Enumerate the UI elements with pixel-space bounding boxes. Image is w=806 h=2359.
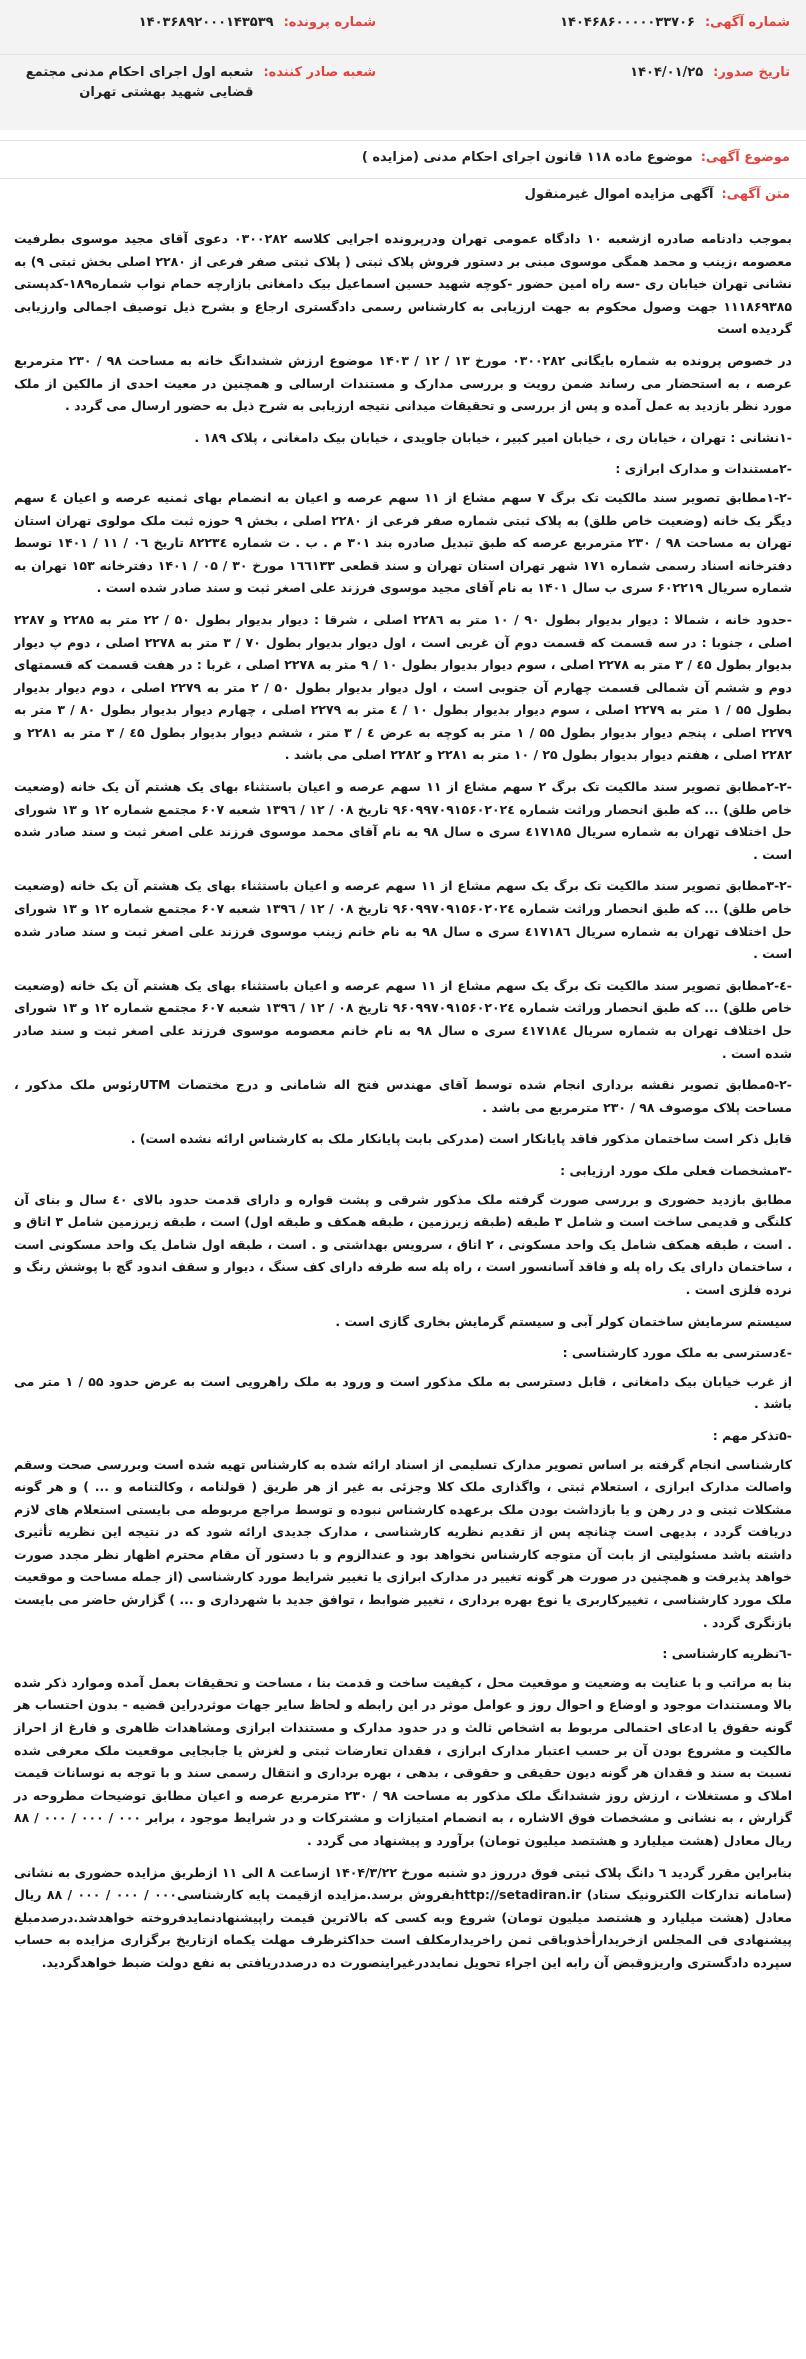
paragraph: -۵-۲مطابق تصویر نقشه برداری انجام شده توسط آقای مهندس فتح اله شامانی و درج مختصات UTMرئوس ملک مذکور ، مساحت پلاک موصوف ۹۸ / ۲۳۰ مترمربع می باشد . — [14, 1077, 792, 1115]
subject-row — [362, 148, 790, 168]
paragraph: مطابق بازدید حضوری و بررسی صورت گرفته ملک مذکور شرقی و پشت قواره و دارای قدمت حدود بالای ٤۰ سال و بنای آن کلنگی و قدیمی ساخت است و شامل ۳ طبقه (طبقه زیرزمین ، طبقه همکف و طبقه اول) است ، طبقه زیرزمین شامل ۳ اتاق و . است ، طبقه همکف شامل یک واحد مسکونی ، ۲ اتاق ، سرویس بهداشتی و . است ، طبقه اول شامل یک واحد مسکونی است ، ساختمان دارای یک راه پله و فاقد آسانسور است ، راه پله سه طرفه دارای کف سنگ ، دیوار و سقف اندود گچ با پوشش رنگ و نرده فلزی است . — [14, 1191, 793, 1297]
section-divider — [0, 140, 806, 141]
issue-date-row — [630, 63, 790, 83]
section-heading: -٤دسترسی به ملک مورد کارشناسی : — [562, 1345, 792, 1361]
section-heading: -٦نظریه کارشناسی : — [662, 1646, 792, 1662]
ad-number: ۱۴۰۴۶۸۶۰۰۰۰۰۳۳۷۰۶ — [560, 15, 695, 30]
paragraph: -۱-۲مطابق تصویر سند مالکیت تک برگ ۷ سهم مشاع از ۱۱ سهم عرصه و اعیان به انضمام بهای ثمنیه عرصه و اعیان ٤ سهم دیگر یک خانه (وضعیت خاص طلق) به پلاک ثبتی شماره صفر فرعی از ۲۲۸۰ اصلی ، بخش ۹ حوزه ثبت ملک مولوی تهران استان تهران به مساحت ۹۸ / ۲۳۰ مترمربع عرصه که طبق تبدیل صادره بند ۳۰۱ م . ب . ت شماره ۸۲۲۳٤ تاریخ ۰٦ / ۱۱ / ۱۴۰۱ توسط دفترخانه اسناد رسمی شماره ۱۷۱ شهر تهران استان تهران و سند قطعی ۱٦٦۱۳۳ مورخ ۳۰ / ۰۵ / ۱۴۰۱ دفترخانه ۱۵۳ تهران به شماره سریال ۶۰۲۲۱۹ سری ب سال ۱۴۰۱ به نام آقای مجید موسوی فرزند علی اصغر ثبت و سند صادر شده است . — [14, 489, 793, 596]
text-title: آگهی مزایده اموال غیرمنقول — [524, 187, 714, 202]
text-label: متن آگهی: — [721, 187, 790, 202]
paragraph: سیستم سرمایش ساختمان کولر آبی و سیستم گرمایش بخاری گازی است . — [335, 1313, 792, 1329]
issue-date: ۱۴۰۴/۰۱/۲۵ — [630, 65, 704, 80]
paragraph: قابل ذکر است ساختمان مذکور فاقد پایانکار است (مدرکی بابت پایانکار ملک به کارشناس ارائه نشده است) . — [130, 1131, 792, 1147]
paragraph: -۱نشانی : تهران ، خیابان ری ، خیابان امیر کبیر ، خیابان جاویدی ، خیابان بیک دامغانی ، پلاک ۱۸۹ . — [194, 429, 792, 445]
case-number: ۱۴۰۳۶۸۹۲۰۰۰۱۴۳۵۳۹ — [138, 15, 274, 30]
paragraph: -حدود خانه ، شمالا : دیوار بدیوار بطول ۹۰ / ۱۰ متر به ۲۲۸٦ اصلی ، شرقا : دیوار بدیوار بطول ۵۰ / ۲۲ متر به ۲۲۸۵ و ۲۲۸۷ اصلی ، جنوبا : در سه قسمت که قسمت دوم آن غربی است ، اول دیوار بدیوار بطول ۷۰ / ۳ متر به ۲۲۷۸ اصلی ، دوم پ دیوار بدیوار بطول ٤۵ / ۳ متر به ۲۲۷۸ اصلی ، سوم دیوار بدیوار بطول ۱۰ / ۹ متر به ۲۲۷۸ اصلی ، غربا : در هفت قسمت که قسمتهای دوم و ششم آن شمالی قسمت چهارم آن جنوبی است ، اول دیوار بدیوار بطول ۵۰ / ۲ متر به ۲۲۷۹ اصلی ، دوم دیوار بدیوار بطول ۵۵ / ۱ متر به ۲۲۷۹ اصلی ، سوم دیوار بدیوار بطول ۱۰ / ٤ متر به ۲۲۷۹ اصلی ، چهارم دیوار بدیوار بطول ۸۰ / ۳ متر به ۲۲۷۹ اصلی ، پنجم دیوار بدیوار بطول ۵۵ / ۱ متر به کوچه به عرض ٤ / ۳ متر ، ششم دیوار بدیوار بطول ٤۵ / ۳ متر به ۲۲۸۱ و ۲۲۸۲ اصلی ، هفتم دیوار بدیوار بطول ۲۵ / ۱۰ متر به ۲۲۸۱ و ۲۲۸۲ اصلی می باشد . — [14, 611, 792, 763]
paragraph: -٤-۲مطابق تصویر سند مالکیت تک برگ یک سهم مشاع از ۱۱ سهم عرصه و اعیان باستثناء بهای یک هشتم آن یک خانه (وضعیت خاص طلق) ... که طبق انحصار وراثت شماره ۹۶۰۹۹۷۰۹۱۵۶۰۲۰۲٤ تاریخ ۰۸ / ۱۲ / ۱۳۹٦ شعبه ۶۰۷ مجتمع شماره ۱۲ و ۱۳ شورای حل اختلاف تهران به شماره سریال ٤۱۷۱۸٤ سری ه سال ۹۸ به نام خانم معصومه موسوی فرزند علی اصغر ثبت و سند صادر شده است . — [14, 977, 792, 1061]
case-number-label: شماره پرونده: — [283, 15, 376, 30]
paragraph: در خصوص پرونده به شماره بایگانی ۰۳۰۰۲۸۲ مورخ ۱۳ / ۱۲ / ۱۴۰۳ موضوع ارزش ششدانگ خانه به مساحت ۹۸ / ۲۳۰ مترمربع عرصه ، به استحضار می رساند ضمن رویت و بررسی مدارک و مستندات ارسالی و همچنین در معیت احدی از مالکین از ملک مورد نظر بازدید به عمل آمده و پس از بررسی و تحقیقات میدانی نتیجه ارزیابی به شرح ذیل به حضور ارسال می گردد . — [14, 352, 792, 414]
paragraph: -۲-۲مطابق تصویر سند مالکیت تک برگ ۲ سهم مشاع از ۱۱ سهم عرصه و اعیان باستثناء بهای یک هشتم آن یک خانه (وضعیت خاص طلق) ... که طبق انحصار وراثت شماره ۹۶۰۹۹۷۰۹۱۵۶۰۲۰۲٤ تاریخ ۰۸ / ۱۲ / ۱۳۹٦ شعبه ۶۰۷ مجتمع شماره ۱۲ و ۱۳ شورای حل اختلاف تهران به شماره سریال ٤۱۷۱۸۵ سری ه سال ۹۸ به نام آقای محمد موسوی فرزند علی اصغر ثبت و سند صادر شده است . — [14, 779, 792, 862]
paragraph: بنا به مراتب و با عنایت به وضعیت و موقعیت محل ، کیفیت ساخت و قدمت بنا ، مساحت و تحقیقات بعمل آمده وموارد ذکر شده بالا ومستندات موجود و اوضاع و احوال روز و عوامل موثر در این رابطه و لحاظ سایر جهات موثردراین قضیه - بدون احتساب هر گونه حقوق یا ادعای احتمالی مربوط به اشخاص ثالث و در حدود مدارک و مستندات ابرازی ومشاهدات ظاهری و فارغ از احراز مالکیت و مشروع بودن آن بر حسب اعتبار مدارک ابرازی ، فقدان تعارضات ثبتی و لغزش یا جابجایی موقعیت ملک معرفی شده نسبت به سند و فقدان هر گونه دیون حقیقی و حقوقی ، بدهی ، بهره برداری و انتقال رسمی سند و با توجه به نوسانات قیمت املاک و مستغلات ، ارزش روز ششدانگ ملک مذکور به مساحت ۹۸ / ۲۳۰ مترمربع عرصه و اعیان مطابق توضیحات مطروحه در گزارش ، به نشانی و مشخصات فوق الاشاره ، به انضمام امتیازات و مشترکات و در شرایط موجود ، برابر ۰۰۰ / ۰۰۰ / ۰۰۰ / ۸۸ ریال معادل (هشت میلیارد و هشتصد میلیون تومان) برآورد و پیشنهاد می گردد . — [14, 1674, 792, 1848]
paragraph: کارشناسی انجام گرفته بر اساس تصویر مدارک تسلیمی از اسناد ارائه شده به کارشناس تهیه شده است وبررسی صحت وسقم واصالت مدارک ابرازی ، استعلام ثبتی ، واگذاری ملک کلا وجزئی به غیر از هر طریق ( قولنامه ، وکالتنامه و ... ) و هر گونه مشکلات ثبتی و در رهن و یا بازداشت بودن ملک برعهده کارشناس نبوده و توسط مراجع مربوطه می بایستی استعلام های لازم دریافت گردد ، بدیهی است چنانچه پس از تقدیم نظریه کارشناسی ، مدارک جدیدی ارائه شود که در نتیجه این نظریه تأثیری داشته باشد مسئولیتی از بابت آن متوجه کارشناس نخواهد بود و عندالزوم و با دستور آن مقام محترم اظهار نظر مجدد صورت خواهد پذیرفت و همچنین در صورت هر گونه تغییر در مدارک ابرازی یا تغییر شرایط مورد کارشناسی (از جمله مساحت و موقعیت ملک مورد کارشناسی ، تغییرکاربری یا نوع بهره برداری ، تغییر ضوابط ، توافق جدید با شهرداری و ... ) گزارش حاضر می بایست بازنگری گردد . — [14, 1456, 792, 1630]
section-divider — [0, 178, 806, 179]
ad-number-row — [560, 13, 790, 33]
subject-label: موضوع آگهی: — [700, 150, 790, 165]
issuing-branch-row — [8, 63, 376, 103]
ad-number-label: شماره آگهی: — [704, 15, 790, 30]
issue-date-label: تاریخ صدور: — [713, 65, 790, 80]
paragraph: بموجب دادنامه صادره ازشعبه ۱۰ دادگاه عمومی تهران ودرپرونده اجرایی کلاسه ۰۳۰۰۲۸۲ دعوی آقای مجید موسوی بطرفیت معصومه ،زینب و محمد همگی موسوی مبنی بر دستور فروش پلاک ثبتی ( پلاک ثبتی صفر فرعی از ۲۲۸۰ اصلی بخش ثبتی ۹) به نشانی تهران خیابان ری -سه راه امین حضور -کوچه شهید حسین اسماعیل بیک دامغانی بازارچه حمام نواب شماره۱۸۹-کدپستی ۱۱۱۸۶۹۳۸۵ جهت وصول محکوم به جهت ارزیابی به کارشناس رسمی دادگستری ارجاع و بشرح ذیل توصیف اجمالی وارزیابی گردیده است — [14, 231, 793, 337]
section-heading: -۲مستندات و مدارک ابرازی : — [615, 461, 792, 477]
ad-header — [0, 0, 806, 130]
section-heading: -۵تذکر مهم : — [712, 1427, 792, 1443]
text-label-row — [525, 185, 790, 205]
section-heading: -۳مشخصات فعلی ملک مورد ارزیابی : — [560, 1162, 792, 1178]
case-number-row — [139, 13, 376, 33]
subject-value: موضوع ماده ۱۱۸ قانون اجرای احکام مدنی (مزایده ) — [361, 150, 693, 165]
header-divider — [0, 54, 806, 55]
paragraph: از غرب خیابان بیک دامغانی ، قابل دسترسی به ملک مذکور است و ورود به ملک راهرویی است به عرض حدود ۵۵ / ۱ متر می باشد . — [14, 1373, 792, 1412]
ad-body — [14, 228, 792, 1984]
issuing-branch-label: شعبه صادر کننده: — [263, 65, 376, 80]
issuing-branch: شعبه اول اجرای احکام مدنی مجتمع قضایی شهید بهشتی تهران — [25, 65, 254, 100]
paragraph: -۳-۲مطابق تصویر سند مالکیت تک برگ یک سهم مشاع از ۱۱ سهم عرصه و اعیان باستثناء بهای یک هشتم آن یک خانه (وضعیت خاص طلق) ... که طبق انحصار وراثت شماره ۹۶۰۹۹۷۰۹۱۵۶۰۲۰۲٤ تاریخ ۰۸ / ۱۲ / ۱۳۹٦ شعبه ۶۰۷ مجتمع شماره ۱۲ و ۱۳ شورای حل اختلاف تهران به شماره سریال ٤۱۷۱۸٦ سری ه سال ۹۸ به نام خانم زینب موسوی فرزند علی اصغر ثبت و سند صادر شده است . — [14, 878, 792, 962]
paragraph: بنابراین مقرر گردید ٦ دانگ پلاک ثبتی فوق درروز دو شنبه مورخ ۱۴۰۴/۳/۲۲ ازساعت ۸ الی ۱۱ ازطریق مزایده حضوری به نشانی (سامانه تدارکات الکترونیک ستاد) http://setadiran.irبفروش برسد.مزایده ازقیمت پایه کارشناسی۰۰۰ / ۰۰۰ / ۰۰۰ / ۸۸ ریال معادل (هشت میلیارد و هشتصد میلیون تومان) شروع وبه کسی که بالاترین قیمت راپیشنهادنمایدفروخته خواهدشد.درصدمبلغ پیشنهادی فی المجلس ازخریدارأخذوباقی ثمن راخریدارمکلف است حداکثرظرف مهلت یکماه ازتاریخ برگزاری مزایده به حساب سپرده دادگستری واریزوقبض آن رابه این اجراء تحویل نمایددرغیراینصورت ده درصددریافتی به نفع دولت ضبط خواهدگردید. — [14, 1864, 792, 1970]
